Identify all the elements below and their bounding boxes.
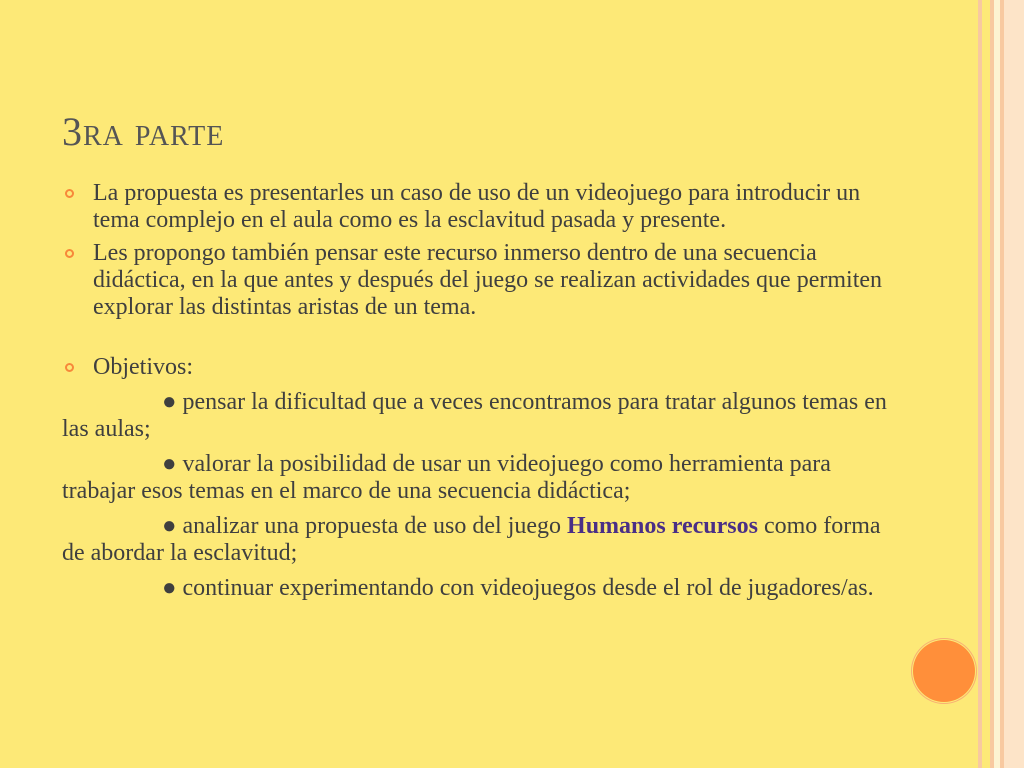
bullet-text: Les propongo también pensar este recurso inmerso dentro de una secuencia didáctica, en la que antes y después del juego se realizan actividades que permiten explorar las distintas aristas de un tema. xyxy=(93,240,883,320)
spacer xyxy=(62,327,902,354)
bullet-item-objetivos xyxy=(62,354,902,381)
hollow-circle-bullet-icon xyxy=(65,249,74,258)
objective-text: ● continuar experimentando con videojuegos desde el rol de jugadores/as. xyxy=(162,575,874,601)
slide-title: 3ra parte xyxy=(62,109,225,154)
objective-item xyxy=(62,513,902,567)
game-title: Humanos recursos xyxy=(567,513,758,539)
hollow-circle-bullet-icon xyxy=(65,363,74,372)
objective-text-before: ● analizar una propuesta de uso del juego xyxy=(162,513,568,539)
decorative-stripe xyxy=(1004,0,1024,768)
objective-item xyxy=(62,389,902,443)
decorative-stripe xyxy=(982,0,990,768)
objective-item xyxy=(62,575,902,602)
orange-circle-decoration xyxy=(913,640,975,702)
hollow-circle-bullet-icon xyxy=(65,189,74,198)
slide-content xyxy=(62,180,902,602)
objective-text: ● valorar la posibilidad de usar un videojuego como herramienta para trabajar esos temas en el marco de una secuencia didáctica; xyxy=(62,451,831,504)
objective-text-after: como forma de abordar la esclavitud; xyxy=(62,513,881,566)
bullet-item xyxy=(62,240,902,321)
bullet-text: La propuesta es presentarles un caso de uso de un videojuego para introducir un tema complejo en el aula como es la esclavitud pasada y presente. xyxy=(93,180,861,233)
objective-item xyxy=(62,451,902,505)
objective-text: ● pensar la dificultad que a veces encontramos para tratar algunos temas en las aulas; xyxy=(62,389,887,442)
bullet-text: Objetivos: xyxy=(93,354,193,380)
bullet-item xyxy=(62,180,902,234)
